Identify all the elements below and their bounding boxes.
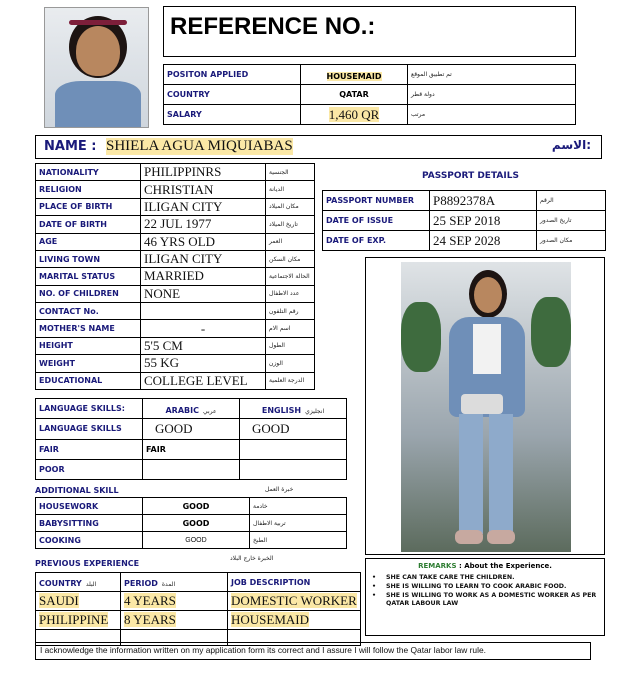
additional-table [35, 497, 347, 549]
personal-label: RELIGION [36, 181, 141, 198]
personal-row [36, 355, 315, 372]
personal-value: - [141, 320, 266, 337]
date-of-issue-label: DATE OF ISSUE [323, 211, 430, 231]
passport-number-ar: الرقم [537, 191, 606, 211]
col-country-ar: البلد [85, 581, 97, 588]
personal-row [36, 250, 315, 267]
english-ar: انجليزي [305, 407, 325, 415]
position-value: HOUSEMAID [326, 71, 382, 81]
language-header-label: LANGUAGE SKILLS: [36, 399, 143, 419]
passport-table [322, 190, 606, 251]
english-label: ENGLISH [261, 405, 302, 415]
salary-ar: مرتب [408, 105, 576, 125]
cooking-label: COOKING [36, 532, 143, 549]
arabic-label: ARABIC [165, 405, 199, 415]
personal-value: 46 YRS OLD [141, 233, 266, 250]
personal-label: EDUCATIONAL [36, 372, 141, 390]
position-ar: تم تطبيق الموقع [408, 65, 576, 85]
personal-label: PLACE OF BIRTH [36, 198, 141, 215]
passport-number-value: P8892378A [430, 191, 537, 211]
experience-table [35, 572, 361, 646]
full-body-photo-frame [365, 257, 605, 555]
personal-value: 55 KG [141, 355, 266, 372]
col-job-label: JOB DESCRIPTION [228, 573, 361, 592]
personal-label: DATE OF BIRTH [36, 216, 141, 233]
name-value: SHIELA AGUA MIQUIABAS [106, 138, 293, 154]
personal-row [36, 181, 315, 198]
personal-value: 22 JUL 1977 [141, 216, 266, 233]
exp-job-1: DOMESTIC WORKER [231, 593, 357, 608]
language-english-poor [240, 459, 347, 479]
remarks-subtitle: : About the Experience. [458, 562, 552, 570]
language-skills-label: LANGUAGE SKILLS [36, 419, 143, 439]
housework-label: HOUSEWORK [36, 498, 143, 515]
personal-value: ILIGAN CITY [141, 250, 266, 267]
exp-job-2: HOUSEMAID [231, 612, 309, 627]
personal-row [36, 233, 315, 250]
personal-label: NATIONALITY [36, 164, 141, 181]
salary-value: 1,460 QR [328, 106, 380, 122]
date-of-issue-value: 25 SEP 2018 [430, 211, 537, 231]
personal-value [141, 303, 266, 320]
personal-label: HEIGHT [36, 337, 141, 354]
applied-table [163, 64, 576, 125]
experience-title-ar: الخبرة خارج البلاد [230, 555, 274, 562]
personal-ar: الوزن [266, 355, 315, 372]
cooking-ar: الطبخ [250, 532, 347, 549]
personal-row [36, 285, 315, 302]
personal-ar: مكان الميلاد [266, 198, 315, 215]
name-bar [35, 135, 602, 159]
babysitting-value: GOOD [143, 515, 250, 532]
personal-ar: العمر [266, 233, 315, 250]
personal-value: ILIGAN CITY [141, 198, 266, 215]
personal-ar: رقم التلفون [266, 303, 315, 320]
fair-label: FAIR [36, 439, 143, 459]
col-country-label: COUNTRY [39, 579, 82, 588]
personal-ar: تاريخ الميلاد [266, 216, 315, 233]
remarks-box [365, 558, 605, 636]
reference-box [163, 6, 576, 57]
personal-value: NONE [141, 285, 266, 302]
language-english-fair [240, 439, 347, 459]
col-period-label: PERIOD [124, 579, 158, 588]
remark-item-1: • SHE CAN TAKE CARE THE CHILDREN. [372, 574, 515, 581]
housework-ar: خادمة [250, 498, 347, 515]
acknowledgement-footer [35, 642, 591, 660]
personal-label: CONTACT No. [36, 303, 141, 320]
personal-ar: الحالة الاجتماعية [266, 268, 315, 285]
personal-ar: اسم الام [266, 320, 315, 337]
exp-period-2: 8 YEARS [124, 612, 176, 627]
acknowledgement-text: I acknowledge the information written on my application form its correct and I assure I will follow the Qatar labor law rule. [40, 645, 486, 655]
experience-title: PREVIOUS EXPERIENCE [35, 559, 140, 568]
personal-label: NO. OF CHILDREN [36, 285, 141, 302]
country-ar: دولة قطر [408, 85, 576, 105]
personal-label: MOTHER'S NAME [36, 320, 141, 337]
personal-value: MARRIED [141, 268, 266, 285]
exp-country-2: PHILIPPINE [39, 612, 109, 627]
date-of-issue-ar: تاريخ الصدور [537, 211, 606, 231]
personal-row [36, 268, 315, 285]
personal-label: WEIGHT [36, 355, 141, 372]
arabic-ar: عربي [202, 407, 217, 415]
additional-title-ar: خبرة العمل [265, 486, 294, 493]
exp-country-1: SAUDI [39, 593, 79, 608]
language-arabic-good: GOOD [143, 419, 240, 439]
personal-row [36, 320, 315, 337]
language-arabic-poor [143, 459, 240, 479]
personal-row [36, 164, 315, 181]
exp-period-1: 4 YEARS [124, 593, 176, 608]
personal-ar: مكان السكن [266, 250, 315, 267]
personal-label: LIVING TOWN [36, 250, 141, 267]
personal-ar: الدرجة العلمية [266, 372, 315, 390]
personal-row [36, 198, 315, 215]
col-period-ar: المدة [161, 581, 176, 588]
name-label: NAME : [44, 139, 97, 154]
remarks-list [372, 574, 598, 608]
salary-label: SALARY [164, 105, 301, 125]
language-english-good: GOOD [240, 419, 347, 439]
position-label: POSITON APPLIED [164, 65, 301, 85]
personal-ar: الطول [266, 337, 315, 354]
poor-label: POOR [36, 459, 143, 479]
remarks-title: REMARKS [418, 562, 457, 570]
remark-item-2: • SHE IS WILLING TO LEARN TO COOK ARABIC FOOD. [372, 583, 567, 590]
remark-item-3: • SHE IS WILLING TO WORK AS A DOMESTIC WORKER AS PER QATAR LABOUR LAW [372, 592, 597, 607]
personal-value: COLLEGE LEVEL [141, 372, 266, 390]
personal-row [36, 216, 315, 233]
cooking-value: GOOD [143, 532, 250, 549]
personal-row [36, 337, 315, 354]
personal-row [36, 372, 315, 390]
date-of-exp-ar: مكان الصدور [537, 231, 606, 251]
country-value: QATAR [301, 85, 408, 105]
personal-label: MARITAL STATUS [36, 268, 141, 285]
personal-ar: الجنسية [266, 164, 315, 181]
country-label: COUNTRY [164, 85, 301, 105]
date-of-exp-label: DATE OF EXP. [323, 231, 430, 251]
babysitting-ar: تربية الاطفال [250, 515, 347, 532]
name-ar: الاسم: [551, 138, 591, 152]
personal-value: 5'5 CM [141, 337, 266, 354]
language-table [35, 398, 347, 480]
portrait-photo [44, 7, 149, 128]
passport-number-label: PASSPORT NUMBER [323, 191, 430, 211]
personal-value: CHRISTIAN [141, 181, 266, 198]
passport-title: PASSPORT DETAILS [422, 171, 519, 181]
personal-value: PHILIPPINRS [141, 164, 266, 181]
date-of-exp-value: 24 SEP 2028 [430, 231, 537, 251]
personal-ar: الديانة [266, 181, 315, 198]
additional-title: ADDITIONAL SKILL [35, 486, 119, 495]
personal-label: AGE [36, 233, 141, 250]
personal-table [35, 163, 315, 390]
reference-label: REFERENCE NO.: [170, 13, 376, 40]
babysitting-label: BABYSITTING [36, 515, 143, 532]
language-arabic-fair: FAIR [143, 439, 240, 459]
housework-value: GOOD [143, 498, 250, 515]
personal-row [36, 303, 315, 320]
full-body-photo [401, 262, 571, 552]
personal-ar: عدد الاطفال [266, 285, 315, 302]
